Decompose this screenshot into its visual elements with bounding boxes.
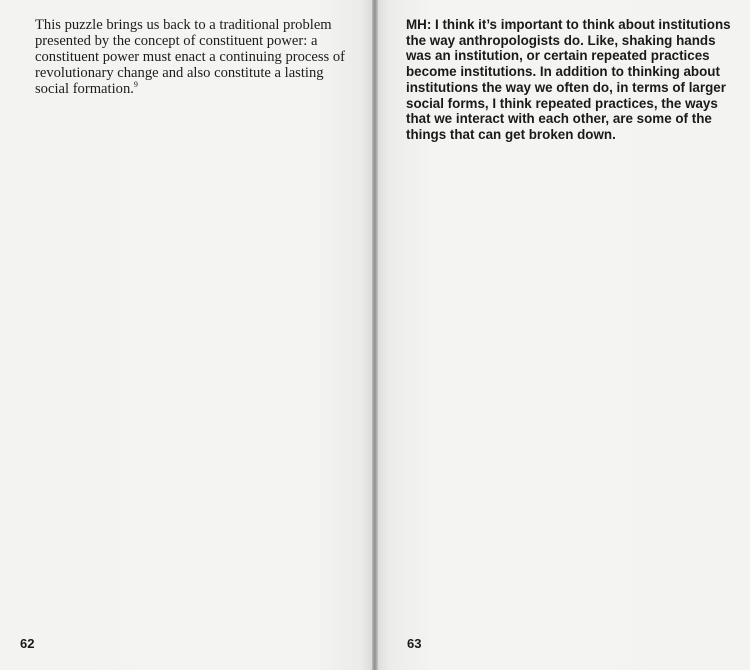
left-page-body-text: This puzzle brings us back to a traditional problem presented by the concept of constituent power: a constituent power must enact a continuing process of revolutionary change and also constitute a lasting social formation. xyxy=(35,17,346,97)
footnote-reference: 9 xyxy=(133,80,138,89)
right-page-paragraph: MH: I think it’s important to think about institutions the way anthropologists do. Like, shaking hands was an institution, or certain repeated practices become institutions. In addition to thinking about institutions the way we often do, in terms of larger social forms, I think repeated practices, the ways that we interact with each other, are some of the things that can get broken down. xyxy=(406,17,731,142)
right-page xyxy=(378,0,750,670)
left-page-paragraph xyxy=(35,17,355,97)
page-number-right: 63 xyxy=(407,636,422,651)
left-page xyxy=(0,0,372,670)
page-number-left: 62 xyxy=(20,636,35,651)
